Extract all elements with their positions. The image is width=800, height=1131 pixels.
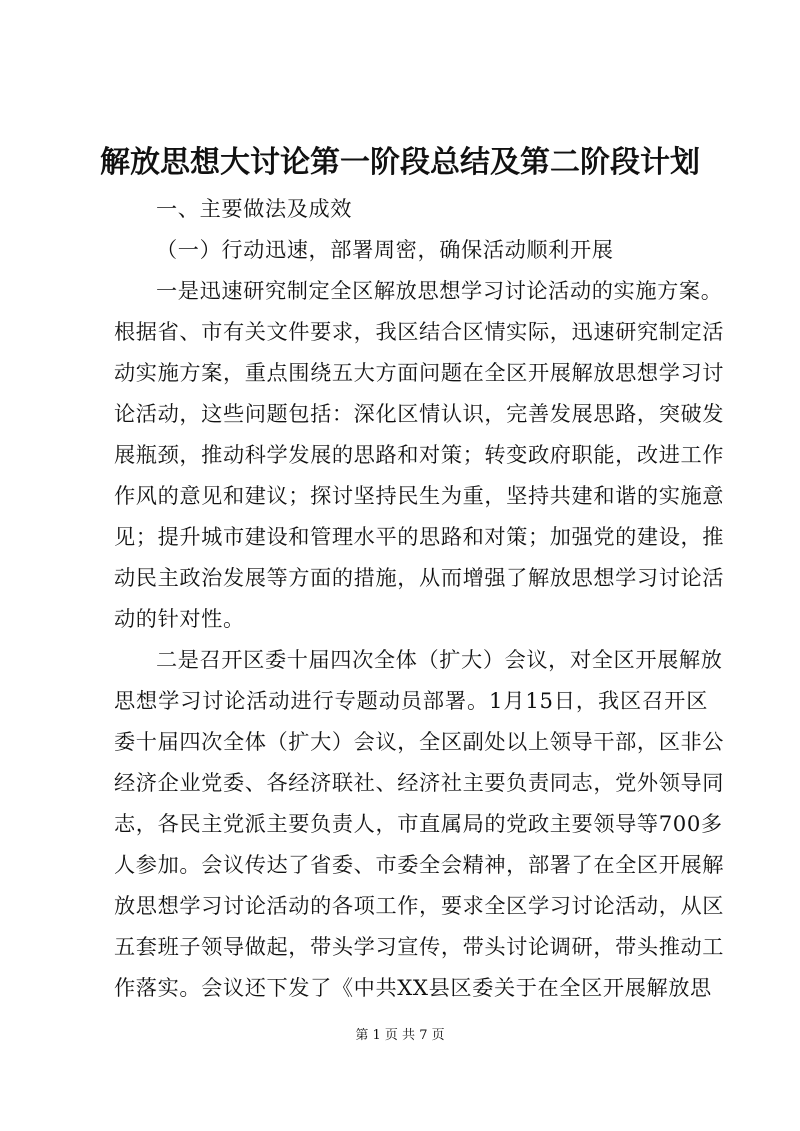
- paragraph-line: 思想学习讨论活动进行专题动员部署。1月15日，我区召开区: [114, 688, 708, 713]
- paragraph-line: 展瓶颈，推动科学发展的思路和对策；转变政府职能，改进工作: [114, 442, 725, 467]
- paragraph-line: 动民主政治发展等方面的措施，从而增强了解放思想学习讨论活: [114, 565, 725, 590]
- page-footer: 第 1 页 共 7 页: [355, 1028, 445, 1043]
- paragraph-line: 作落实。会议还下发了《中共XX县区委关于在全区开展解放思: [114, 975, 712, 1000]
- document-body: [114, 188, 725, 1008]
- document-title: 解放思想大讨论第一阶段总结及第二阶段计划: [100, 145, 700, 180]
- paragraph-line: 见；提升城市建设和管理水平的思路和对策；加强党的建设，推: [114, 524, 725, 549]
- paragraph-line: 论活动，这些问题包括：深化区情认识，完善发展思路，突破发: [114, 401, 725, 426]
- paragraph-line: 委十届四次全体（扩大）会议，全区副处以上领导干部，区非公: [114, 729, 725, 754]
- paragraph-line: 志，各民主党派主要负责人，市直属局的党政主要领导等700多: [114, 811, 723, 836]
- paragraph-line: 作风的意见和建议；探讨坚持民生为重，坚持共建和谐的实施意: [114, 483, 725, 508]
- paragraph-line: 五套班子领导做起，带头学习宣传，带头讨论调研，带头推动工: [114, 934, 725, 959]
- subsection-heading: （一）行动迅速，部署周密，确保活动顺利开展: [156, 237, 614, 262]
- paragraph-line: 经济企业党委、各经济联社、经济社主要负责同志，党外领导同: [114, 770, 725, 795]
- paragraph-line: 二是召开区委十届四次全体（扩大）会议，对全区开展解放: [156, 647, 723, 672]
- section-heading: 一、主要做法及成效: [156, 196, 353, 221]
- paragraph-line: 放思想学习讨论活动的各项工作，要求全区学习讨论活动，从区: [114, 893, 725, 918]
- paragraph-line: 动的针对性。: [114, 606, 245, 631]
- paragraph-line: 根据省、市有关文件要求，我区结合区情实际，迅速研究制定活: [114, 319, 725, 344]
- paragraph-line: 一是迅速研究制定全区解放思想学习讨论活动的实施方案。: [156, 278, 723, 303]
- paragraph-line: 动实施方案，重点围绕五大方面问题在全区开展解放思想学习讨: [114, 360, 725, 385]
- paragraph-line: 人参加。会议传达了省委、市委全会精神，部署了在全区开展解: [114, 852, 725, 877]
